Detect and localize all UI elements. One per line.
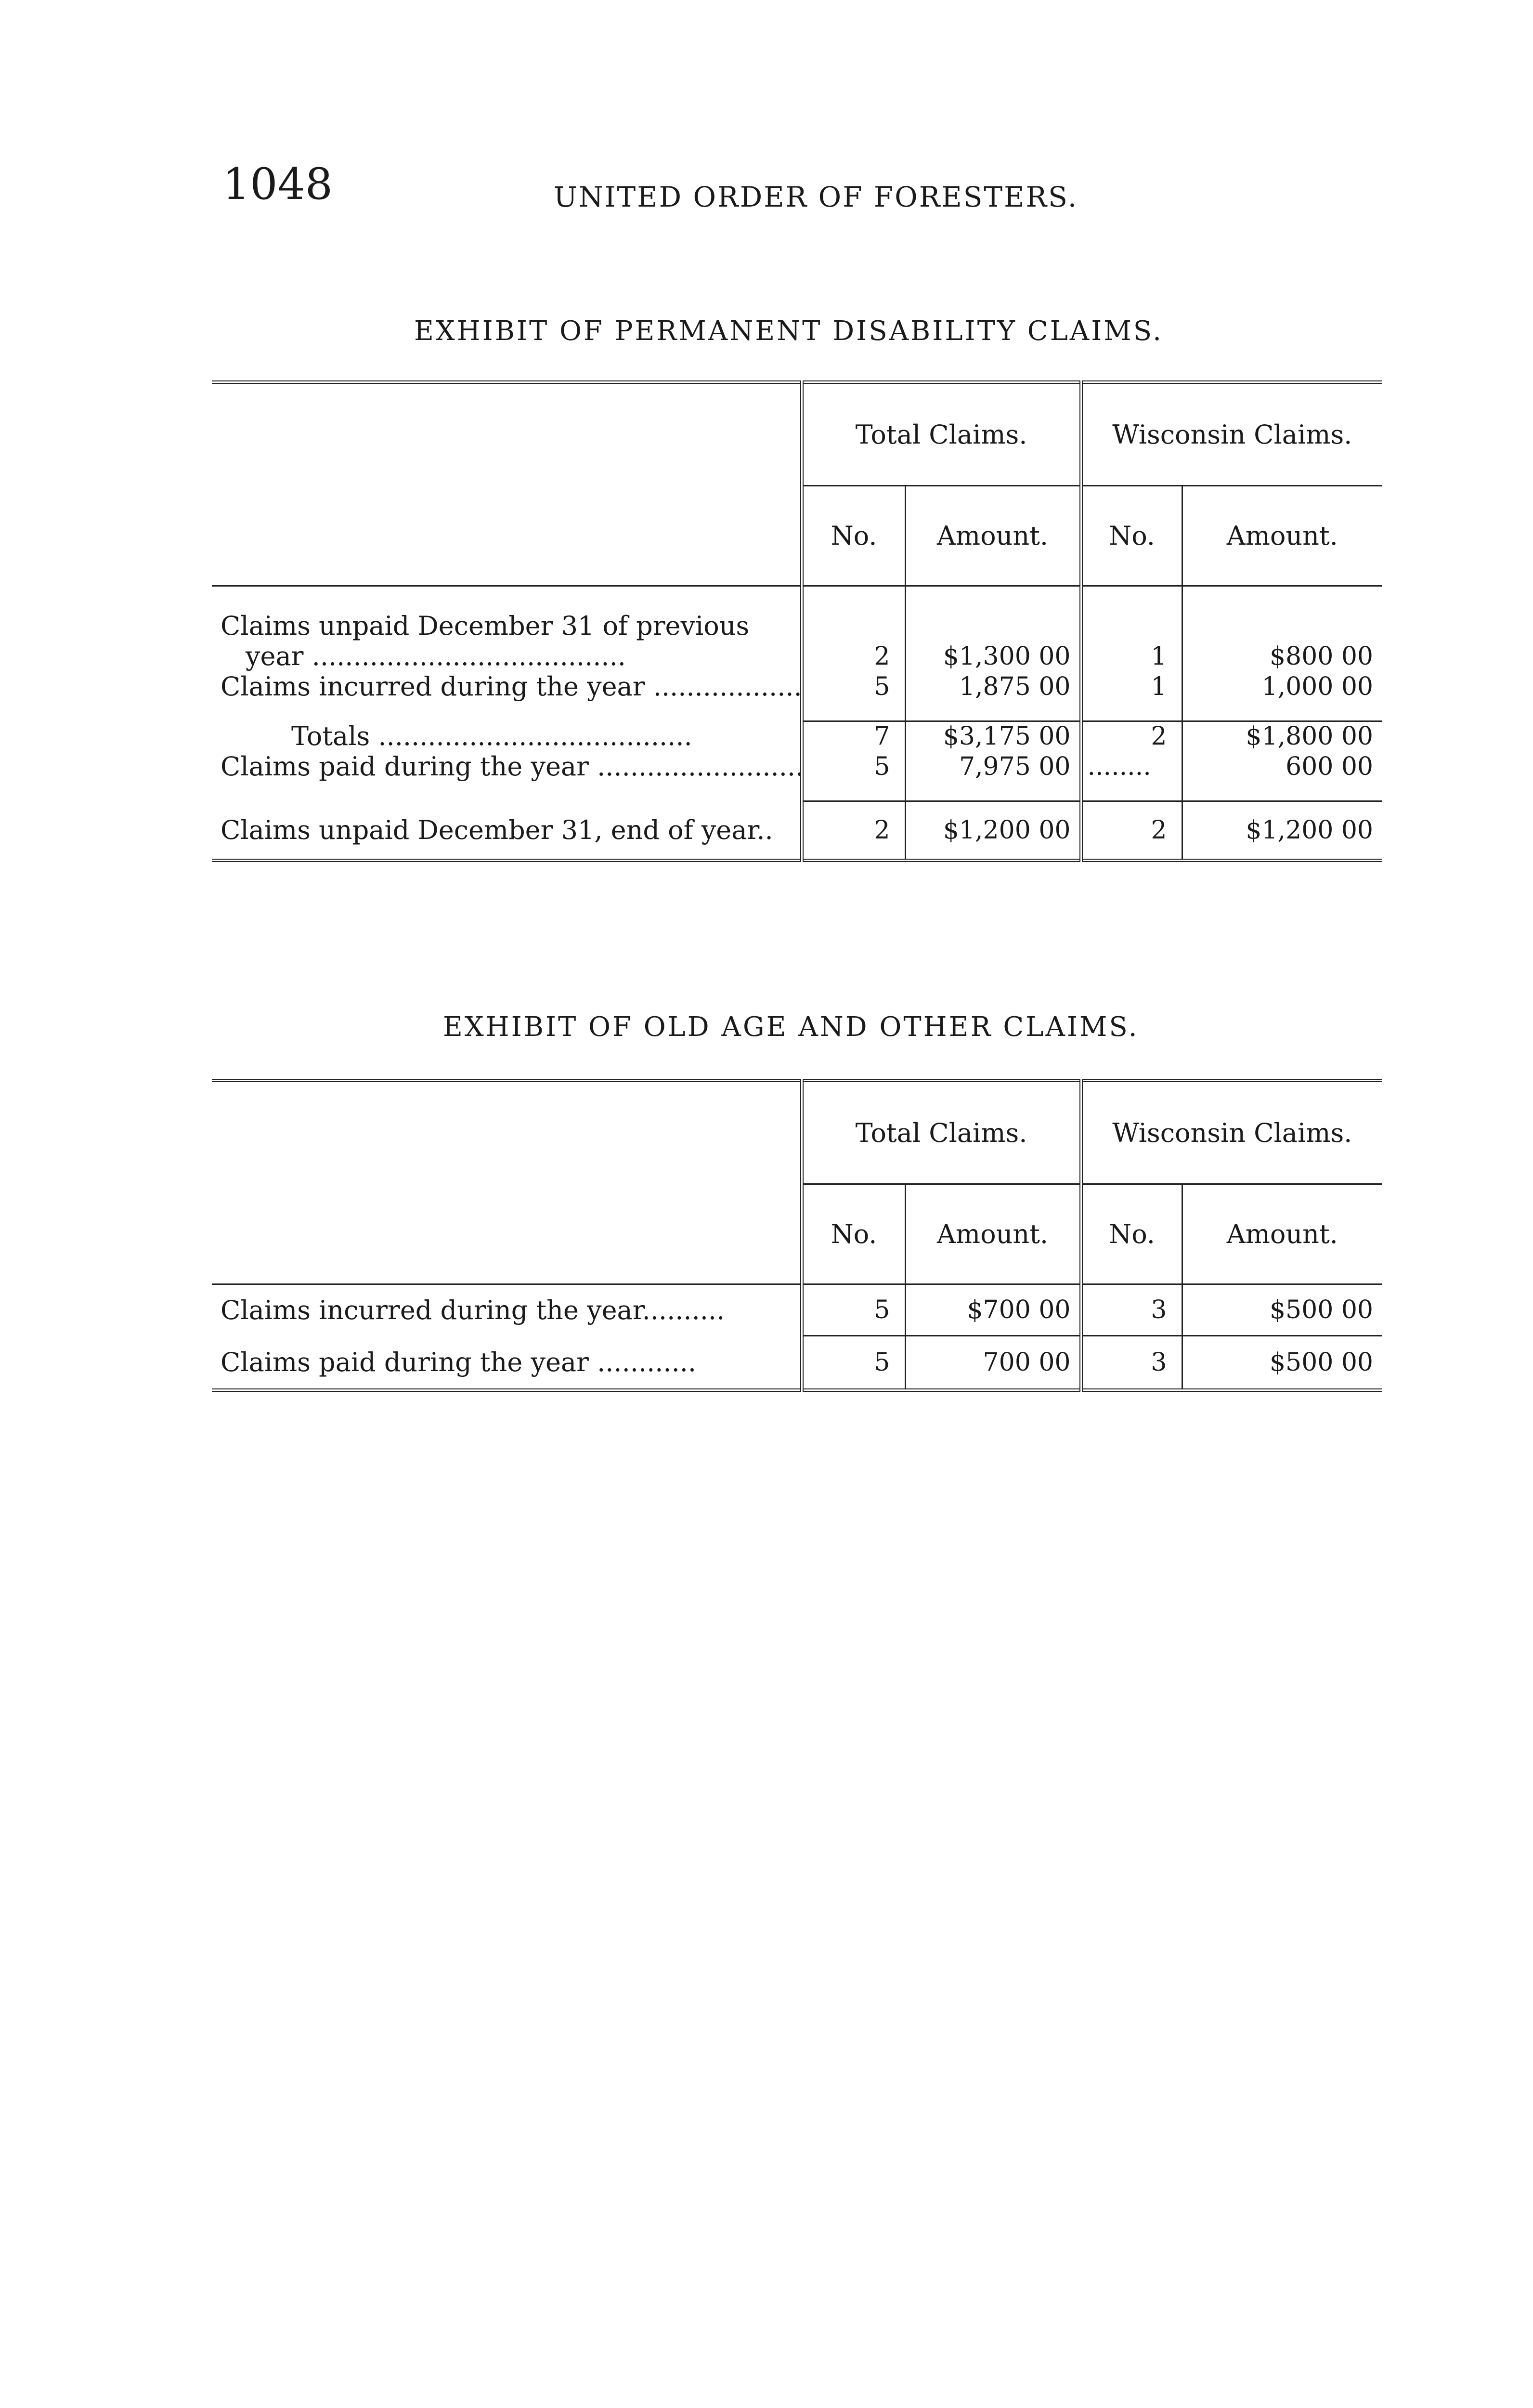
- total-claims-header: Total Claims.: [802, 382, 1081, 486]
- row-label: Claims incurred during the year: [221, 671, 645, 702]
- cell-wi-no: 3: [1081, 1284, 1182, 1336]
- cell-total-amount: 1,875 00: [905, 671, 1081, 702]
- total-amount-header: Amount.: [905, 486, 1081, 586]
- wi-amount-header: Amount.: [1182, 486, 1382, 586]
- cell-total-no: 5: [802, 671, 905, 702]
- old-age-title: EXHIBIT OF OLD AGE AND OTHER CLAIMS.: [443, 1011, 1139, 1043]
- header-row-groups: [212, 1081, 1382, 1184]
- total-no-header: No.: [802, 486, 905, 586]
- row-label: Totals: [291, 721, 370, 751]
- cell-wi-no: 1: [1081, 671, 1182, 702]
- row-label: Claims unpaid December 31 of previous: [221, 611, 750, 641]
- cell-total-no: 2: [802, 641, 905, 671]
- cell-wi-no: 3: [1081, 1335, 1182, 1390]
- row-label: Claims incurred during the year..........: [221, 1295, 725, 1325]
- cell-total-no: 2: [802, 801, 905, 861]
- cell-wi-amount: 1,000 00: [1182, 671, 1382, 702]
- cell-total-amount: $3,175 00: [905, 721, 1081, 751]
- wi-no-header: No.: [1081, 1184, 1182, 1284]
- cell-total-amount: $1,300 00: [905, 641, 1081, 671]
- page-number: 1048: [222, 159, 333, 209]
- cell-wi-no: ........: [1081, 751, 1182, 782]
- permanent-disability-title: EXHIBIT OF PERMANENT DISABILITY CLAIMS.: [414, 315, 1163, 347]
- cell-wi-amount: $1,800 00: [1182, 721, 1382, 751]
- permanent-disability-table: [212, 380, 1382, 862]
- cell-wi-amount: $500 00: [1182, 1284, 1382, 1336]
- cell-wi-no: 1: [1081, 641, 1182, 671]
- table-row: [212, 671, 1382, 702]
- total-amount-header: Amount.: [905, 1184, 1081, 1284]
- cell-total-amount: $1,200 00: [905, 801, 1081, 861]
- cell-total-no: 5: [802, 751, 905, 782]
- running-title: UNITED ORDER OF FORESTERS.: [554, 181, 1078, 213]
- wi-amount-header: Amount.: [1182, 1184, 1382, 1284]
- total-no-header: No.: [802, 1184, 905, 1284]
- stub-header: [212, 382, 802, 586]
- row-label: Claims paid during the year ............: [221, 1347, 697, 1377]
- old-age-table: [212, 1079, 1382, 1392]
- table-row: [212, 1335, 1382, 1390]
- cell-wi-amount: 600 00: [1182, 751, 1382, 782]
- wi-no-header: No.: [1081, 486, 1182, 586]
- cell-wi-amount: $500 00: [1182, 1335, 1382, 1390]
- table-row: [212, 1284, 1382, 1336]
- table-row: [212, 751, 1382, 782]
- header-row-groups: [212, 382, 1382, 486]
- stub-header: [212, 1081, 802, 1284]
- table-row: [212, 801, 1382, 861]
- cell-total-no: 7: [802, 721, 905, 751]
- row-label: year: [246, 641, 304, 671]
- cell-wi-amount: $800 00: [1182, 641, 1382, 671]
- table-row: [212, 721, 1382, 751]
- cell-total-no: 5: [802, 1284, 905, 1336]
- wisconsin-claims-header: Wisconsin Claims.: [1081, 382, 1382, 486]
- cell-wi-no: 2: [1081, 801, 1182, 861]
- cell-wi-amount: $1,200 00: [1182, 801, 1382, 861]
- table-row: [212, 641, 1382, 671]
- row-label: Claims paid during the year: [221, 751, 589, 782]
- cell-total-amount: $700 00: [905, 1284, 1081, 1336]
- cell-total-no: 5: [802, 1335, 905, 1390]
- wisconsin-claims-header: Wisconsin Claims.: [1081, 1081, 1382, 1184]
- cell-wi-no: 2: [1081, 721, 1182, 751]
- cell-total-amount: 7,975 00: [905, 751, 1081, 782]
- total-claims-header: Total Claims.: [802, 1081, 1081, 1184]
- row-label: Claims unpaid December 31, end of year..: [221, 814, 773, 845]
- table-row: [212, 611, 1382, 641]
- cell-total-amount: 700 00: [905, 1335, 1081, 1390]
